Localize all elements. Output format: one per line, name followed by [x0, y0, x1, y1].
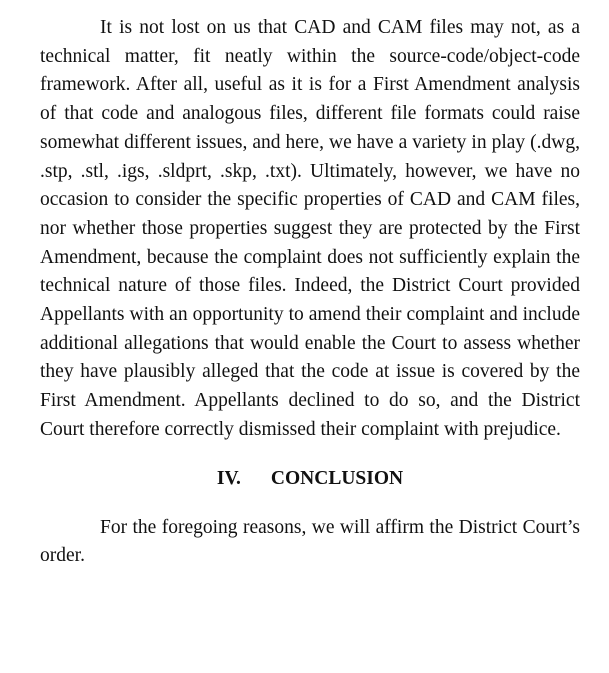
- document-page: [40, 14, 580, 571]
- section-heading: [40, 445, 580, 514]
- section-number: IV.: [216, 467, 241, 489]
- body-paragraph-analysis: It is not lost on us that CAD and CAM files may not, as a technical matter, fit neatly within the source-code/object-code framework. After all, useful as it is for a First Amendment analysis of that code and analogous files, different file formats could raise somewhat different issues, and here, we have a variety in play (.dwg, .stp, .stl, .igs, .sldprt, .skp, .txt). Ultimately, however, we have no occasion to consider the specific properties of CAD and CAM files, nor whether those properties suggest they are protected by the First Amendment, because the complaint does not sufficiently explain the technical nature of those files. Indeed, the District Court provided Appellants with an opportunity to amend their complaint and include additional allegations that would enable the Court to assess whether they have plausibly alleged that the code at issue is covered by the First Amendment. Appellants declined to do so, and the District Court therefore correctly dismissed their complaint with prejudice.: [40, 17, 580, 440]
- section-title: CONCLUSION: [270, 467, 404, 489]
- body-paragraph-conclusion: For the foregoing reasons, we will affirm the District Court’s order.: [40, 516, 580, 567]
